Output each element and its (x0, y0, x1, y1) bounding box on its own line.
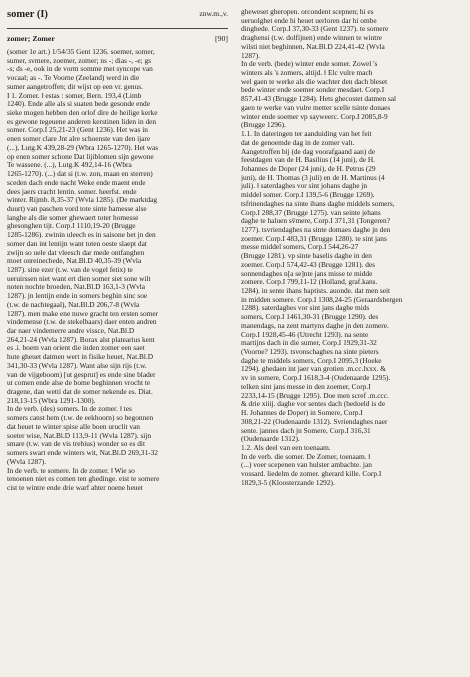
text-line: (...), Lutg.K 439,28-29 (Wbra 1265-1270). Het was (7, 142, 159, 152)
text-line: martijns dach in die sumer, Corp.I 1929,31-32 (241, 338, 377, 348)
text-line: winter. Rijmb. 8,35-37 (Wvla 1285). (De marktdag (7, 195, 158, 205)
text-line: tsfrinendaghes na sinte ihans daghe middels somers, (241, 198, 395, 208)
text-line: enen somer clare Jnt alre schoenste van den ijare (7, 134, 151, 144)
text-line: winter ende soemer vp sayweerc. Corp.I 2085,8-9 (241, 111, 388, 121)
text-line: dees jaers cracht lentin. somer. heerfst. ende (7, 186, 137, 196)
text-line: sonnendaghes n[a se]nte jans misse te midde (241, 268, 373, 278)
text-line: langhe als die somer ghewaert toter homesse (7, 212, 139, 222)
entry-headword: zomer; Zomer (7, 34, 55, 43)
text-line: hute gheuet datmen wert in fisike heuet, Nat.Bl.D (7, 352, 154, 362)
text-line: 1294). ghedaen int jaer van grotien .m.cc.lxxx. & (241, 364, 386, 374)
page-headword: somer (I) (7, 9, 48, 20)
text-line: sumer aangetroffen; dit wijst op een vr. genus. (7, 81, 143, 91)
text-line: ut comen ende alse de bome beghinnen vrocht te (7, 378, 151, 388)
text-line: dat heuet te winter spise alle boen uruclit van (7, 421, 140, 431)
text-line: cist te wintre ende drie warf ahter noene heuet (7, 482, 143, 492)
left-column-body (7, 48, 228, 493)
text-line: -s; ds -e, ook in de vorm somme met syncope van (7, 64, 153, 74)
text-line: smare (t.w. van de vis trebius) wonder so es dit (7, 439, 146, 449)
text-line: dat de genoemde dag in de zomer valt. (241, 137, 355, 147)
text-line: draghensi (t.w. dolfijnen) ende winnen te wintre (241, 33, 383, 43)
page-header (7, 8, 228, 28)
text-line: 1285-1286). zwinin uleech es in saisone bet jn den (7, 230, 156, 240)
text-line: (t.w. de nachtegaal), Nat.Bl.D 206,7-8 (Wvla (7, 299, 140, 309)
text-line: In de verb. te somere. In de zomer. ‖ Wie so (7, 465, 135, 475)
text-line: (Voorne? 1293). tsvonschaghes na sinte pieters (241, 347, 379, 357)
text-line: gaen te werke van vulre metter scelle tsinte donaes (241, 102, 391, 112)
left-column (7, 8, 228, 493)
text-line: Corp.I 288,37 (Brugge 1275). van seinte jehans (241, 207, 381, 217)
text-line: bede winter ende soemer sonder mesdaet. Corp.I (241, 85, 385, 95)
text-line: somer. Corp.I 25,21-23 (Gent 1236). Het was in (7, 125, 148, 135)
text-line: 1.1. In dateringen ter aanduiding van het feit (241, 129, 372, 139)
text-line: vocaal; as -. Te Voorne (Zeeland) werd in die (7, 73, 140, 83)
text-line: 1287). men make ene nuwe gracht ten ersten somer (7, 308, 159, 318)
text-line: vindemense (t.w. de stekelbaars) daer enten andren (7, 317, 157, 327)
right-column (241, 8, 464, 488)
text-line: duurt) van paschen vord tote sinte bamesse alse (7, 203, 147, 213)
text-line: 1287). jn lentijn ende in somers beghin sinc soe (7, 291, 148, 301)
text-line: (Brugge 1281). vp sinte baselis daghe in den (241, 251, 372, 261)
text-line: manendags, na zent martyns daghe jn den zomere. (241, 320, 389, 330)
text-line: daghe te middels somers, Corp.I 2095,3 (Hoeke (241, 355, 382, 365)
text-line: in midden somere. Corp.I 1308,24-25 (Geraardsbergen (241, 294, 403, 304)
text-line: In de verb. (des) somers. In de zomer. ‖ tes (7, 404, 132, 414)
text-line: 1265-1270). (...) dat si (t.w. zon, maan en sterren) (7, 169, 153, 179)
text-line: es .i. boem van orient die inden zomer een saet (7, 343, 145, 353)
text-line: op enen somer schone Dat lijiblomen sijn gewone (7, 151, 154, 161)
text-line: dinghede. Corp.I 37,30-33 (Gent 1237). te somere (241, 24, 389, 34)
text-line: sieke mogen hebben den orlof dire de heilige kerke (7, 108, 158, 118)
text-line: wilsti niet beghinnen, Nat.Bl.D 224,41-42 (Wvla (241, 41, 385, 51)
text-line: telken sint jans messe in den zoemer, Corp.I (241, 381, 371, 391)
text-line: Aangetroffen bij (de dag voorafgaand aan) de (241, 146, 376, 156)
text-line: wel gaen te werke als die wachter den dach bleset (241, 76, 388, 86)
text-line: sente. jannes dach jn Somere, Corp.I 316,31 (241, 425, 371, 435)
text-line: 341,30-33 (Wvla 1287). Want alse sijn rijs (t.w. (7, 360, 147, 370)
text-line: Johannes de Doper (24 juni), de H. Petrus (29 (241, 163, 376, 173)
right-column-body (241, 8, 464, 488)
entry-heading (7, 34, 228, 45)
entry-page-ref: [90] (215, 34, 228, 43)
text-line: & drie xiiij. daghe vor sentes dach (bedoeld is de (241, 399, 385, 409)
text-line: (somer 1e art.) 1/54/35 Gent 1236. soemer, somer, (7, 47, 155, 56)
text-line: somers swart ende winters wit, Nat.Bl.D 269,31-32 (7, 448, 158, 458)
text-line: moet onreinechede, Nat.Bl.D 40,35-39 (Wvla (7, 256, 142, 266)
text-line: es gewone tegeuene anderen kerstinen liden in den (7, 116, 157, 126)
text-line: Corp.I 1928,45-46 (Utrecht 1293). na sente (241, 329, 369, 339)
text-line: zoemer. Corp.I 574,42-43 (Brugge 1281). des (241, 259, 375, 269)
text-line: juli). ‖ saterdaghes vor sint johans daghe jn (241, 181, 368, 191)
text-line: zoemer. Corp.I 483,31 (Brugge 1280). te sint jans (241, 233, 387, 243)
text-line: somer dan int lentijn want toten oeste slaept dat (7, 238, 147, 248)
text-line: ueruolghet ende hi heuet uerloren dar hi ombe (241, 15, 377, 25)
text-line: (Brugge 1296). (241, 120, 286, 130)
text-line: 1287). (241, 50, 260, 60)
text-line: 218,13-15 (Wbra 1291-1300). (7, 395, 96, 405)
text-line: gheweset gheropen. orcondent scepnen; hi es (241, 7, 374, 16)
text-line: (Wvla 1287). (7, 456, 47, 466)
text-line: 1829,3-5 (Kloosterzande 1292). (241, 477, 335, 487)
text-line: dragene, dan wetti dat de somer nekende es. Diat. (7, 387, 153, 397)
text-line: somers canst hem (t.w. de eekhoorn) so begonnen (7, 413, 154, 423)
text-line: winters als 's zomers, altijd. ‖ Elc vulre mach (241, 68, 373, 78)
text-line: vossard. liedelm de zomer. gherard kille. Corp.I (241, 469, 382, 479)
text-line: somers, Corp.I 1461,30-31 (Brugge 1290). des (241, 312, 379, 322)
text-line: 1288). saterdaghes vor sint jans daghe mids (241, 303, 370, 313)
text-line: (...) voer scepenen van hulster ambachte. jan (241, 460, 372, 470)
text-line: In de verb. (bede) winter ende somer. Zowel 's (241, 59, 378, 69)
header-rule (7, 28, 228, 29)
text-line: Te wassene. (...), Lutg.K 492,14-16 (Wbra (7, 160, 132, 170)
text-line: I 1. Zomer. ‖ estas : somer, Bern. 193,4 (Limb (7, 90, 142, 100)
text-line: ghesonghen tijt. Corp.I 1110,19-20 (Brugge (7, 221, 136, 231)
text-line: In de verb. die somer. De Zomer, toenaam. ‖ (241, 451, 371, 461)
text-line: 264,21-24 (Wvla 1287). Borax alst platearius kent (7, 334, 155, 344)
text-line: (Oudenaarde 1312). (241, 434, 300, 444)
text-line: xv in somere, Corp.I 1618,3-4 (Oudenaarde 1295). (241, 373, 391, 383)
word-class: znw.m.,v. (199, 9, 228, 18)
text-line: middel somer. Corp.I 139,5-6 (Brugge 1269). (241, 190, 375, 200)
text-line: tenoenen niet es comen ten ghedinge. eist te somere (7, 474, 160, 484)
text-line: 857,41-43 (Brugge 1284). Hets ghecostet datmen sal (241, 94, 397, 104)
text-line: 1277). tsvriendaghes na sinte domaes daghe jn den (241, 224, 391, 234)
text-line: sumer, svmere, zoemer, zomer; ns -; dias -, -e; gs (7, 55, 151, 65)
text-line: van de vijgeboom) [ut gesprut] es ende sine blader (7, 369, 156, 379)
text-line: sceden dach ende nacht Weke ende maent ende (7, 177, 146, 187)
text-line: 1284). in sente ihans baptists. auonde. dat men seit (241, 286, 391, 295)
text-line: juni), de H. Thomas (3 juli) en de H. Martinus (4 (241, 172, 385, 182)
text-line: 1240). Ende alle als si suaten bede gesonde ende (7, 99, 150, 109)
text-line: zwijn so uele dat vleesch dar mede ontfanghen (7, 247, 145, 257)
text-line: noten nochte broeden, Nat.Bl.D 163,1-3 (Wvla (7, 282, 146, 292)
text-line: feestdagen van de H. Basilius (14 juni), de H. (241, 155, 375, 165)
text-line: 1.2. Als deel van een toenaam. (241, 442, 331, 452)
text-line: ueruirssen niet want ert dien somer siet sone wilt (7, 273, 151, 283)
text-line: 1287). sine ezer (t.w. van de vogel fetix) te (7, 264, 133, 274)
text-line: zomere. Corp.I 799,11-12 (Holland, graf.kans. (241, 277, 378, 287)
text-line: 2233,14-15 (Brugge 1295). Doe men scref .m.ccc. (241, 390, 389, 400)
text-line: dar naer vindemerre andre vissce, Nat.Bl.D (7, 326, 135, 335)
text-line: H. Johannes de Doper) in Somere, Corp.I (241, 408, 363, 418)
text-line: 308,21-22 (Oudenaarde 1312). Svriendaghes naer (241, 416, 388, 426)
text-line: daghe te haluen sv̄mere, Corp.I 371,31 (Tongeren? (241, 216, 390, 226)
text-line: soeter wise, Nat.Bl.D 113,9-11 (Wvla 1287). sijn (7, 430, 152, 440)
text-line: messe middel somers, Corp.I 544,26-27 (241, 242, 359, 252)
